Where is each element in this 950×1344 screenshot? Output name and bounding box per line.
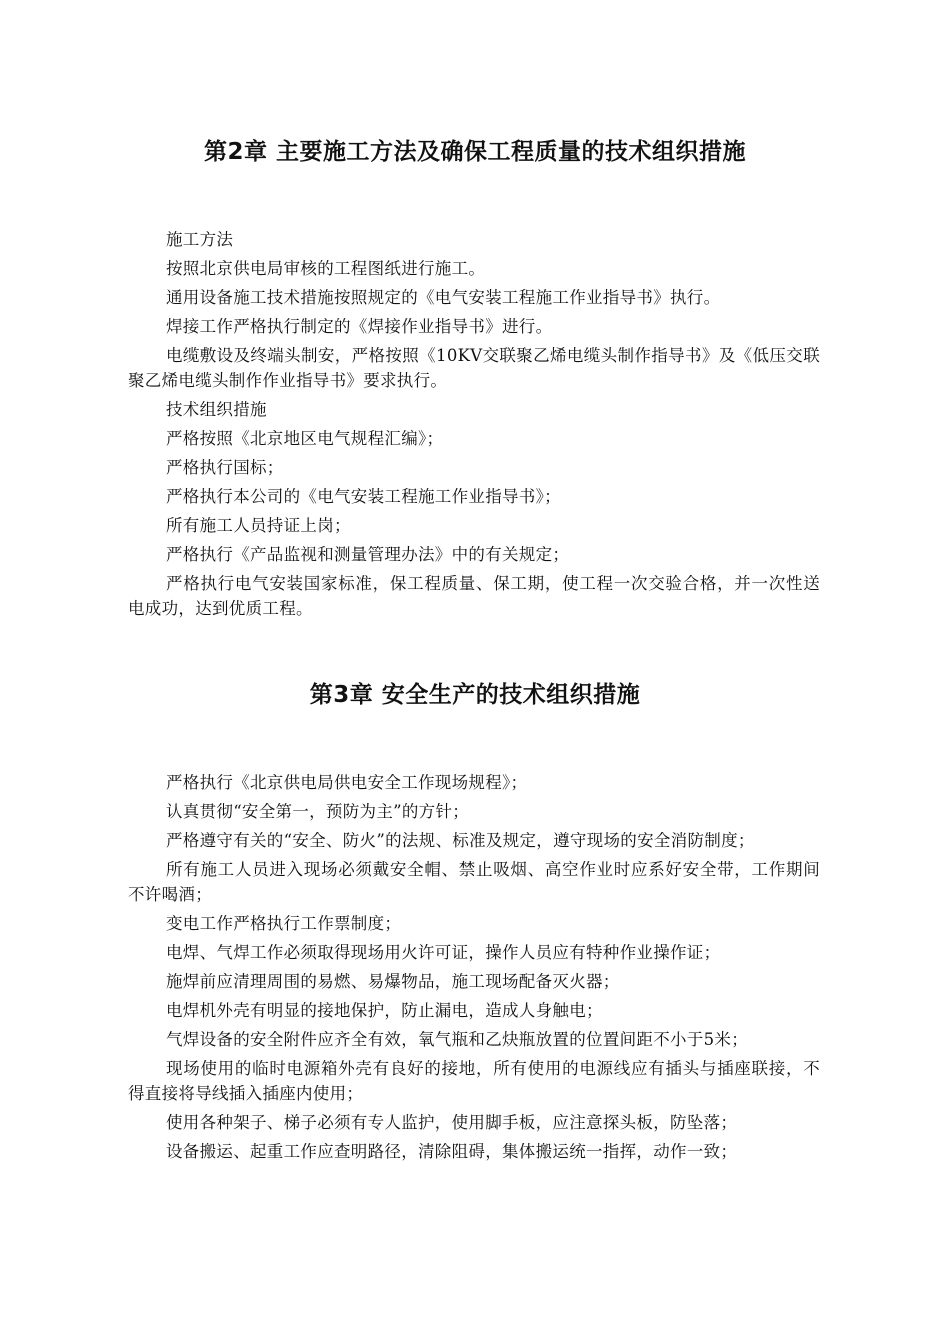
paragraph: 焊接工作严格执行制定的《焊接作业指导书》进行。 [166,317,553,336]
paragraph: 严格遵守有关的“安全、防火”的法规、标准及规定，遵守现场的安全消防制度； [166,831,755,850]
chapter-2-heading: 第2章 主要施工方法及确保工程质量的技术组织措施 [203,139,746,165]
paragraph: 施工方法 [166,230,234,249]
paragraph: 严格执行本公司的《电气安装工程施工作业指导书》； [166,487,561,506]
paragraph: 施焊前应清理周围的易燃、易爆物品，施工现场配备灭火器； [166,972,620,991]
paragraph: 设备搬运、起重工作应查明路径，清除阻碍，集体搬运统一指挥，动作一致； [166,1142,738,1161]
chapter-3-heading: 第3章 安全生产的技术组织措施 [309,682,641,708]
paragraph: 通用设备施工技术措施按照规定的《电气安装工程施工作业指导书》执行。 [166,288,721,307]
paragraph: 严格执行《北京供电局供电安全工作现场规程》； [166,773,528,792]
paragraph: 认真贯彻“安全第一，预防为主”的方针； [166,802,470,821]
paragraph: 所有施工人员持证上岗； [166,516,351,535]
paragraph: 严格执行电气安装国家标准，保工程质量、保工期，使工程一次交验合格，并一次性送电成功，达到优质工程。 [128,574,820,618]
paragraph: 所有施工人员进入现场必须戴安全帽、禁止吸烟、高空作业时应系好安全带，工作期间不许喝酒； [128,860,820,904]
paragraph: 按照北京供电局审核的工程图纸进行施工。 [166,259,486,278]
paragraph: 变电工作严格执行工作票制度； [166,914,402,933]
paragraph: 电缆敷设及终端头制安，严格按照《10KV交联聚乙烯电缆头制作指导书》及《低压交联聚乙烯电缆头制作作业指导书》要求执行。 [128,346,820,390]
paragraph: 严格执行国标； [166,458,284,477]
chapter-3-body [128,770,820,1168]
paragraph: 电焊机外壳有明显的接地保护，防止漏电，造成人身触电； [166,1001,603,1020]
paragraph: 严格按照《北京地区电气规程汇编》； [166,429,444,448]
paragraph: 技术组织措施 [166,400,267,419]
paragraph: 现场使用的临时电源箱外壳有良好的接地，所有使用的电源线应有插头与插座联接，不得直接将导线插入插座内使用； [128,1059,820,1103]
paragraph: 电焊、气焊工作必须取得现场用火许可证，操作人员应有特种作业操作证； [166,943,721,962]
chapter-2-body [128,227,820,625]
paragraph: 使用各种架子、梯子必须有专人监护，使用脚手板，应注意探头板，防坠落； [166,1113,738,1132]
paragraph: 气焊设备的安全附件应齐全有效，氧气瓶和乙炔瓶放置的位置间距不小于5米； [166,1030,748,1049]
paragraph: 严格执行《产品监视和测量管理办法》中的有关规定； [166,545,570,564]
